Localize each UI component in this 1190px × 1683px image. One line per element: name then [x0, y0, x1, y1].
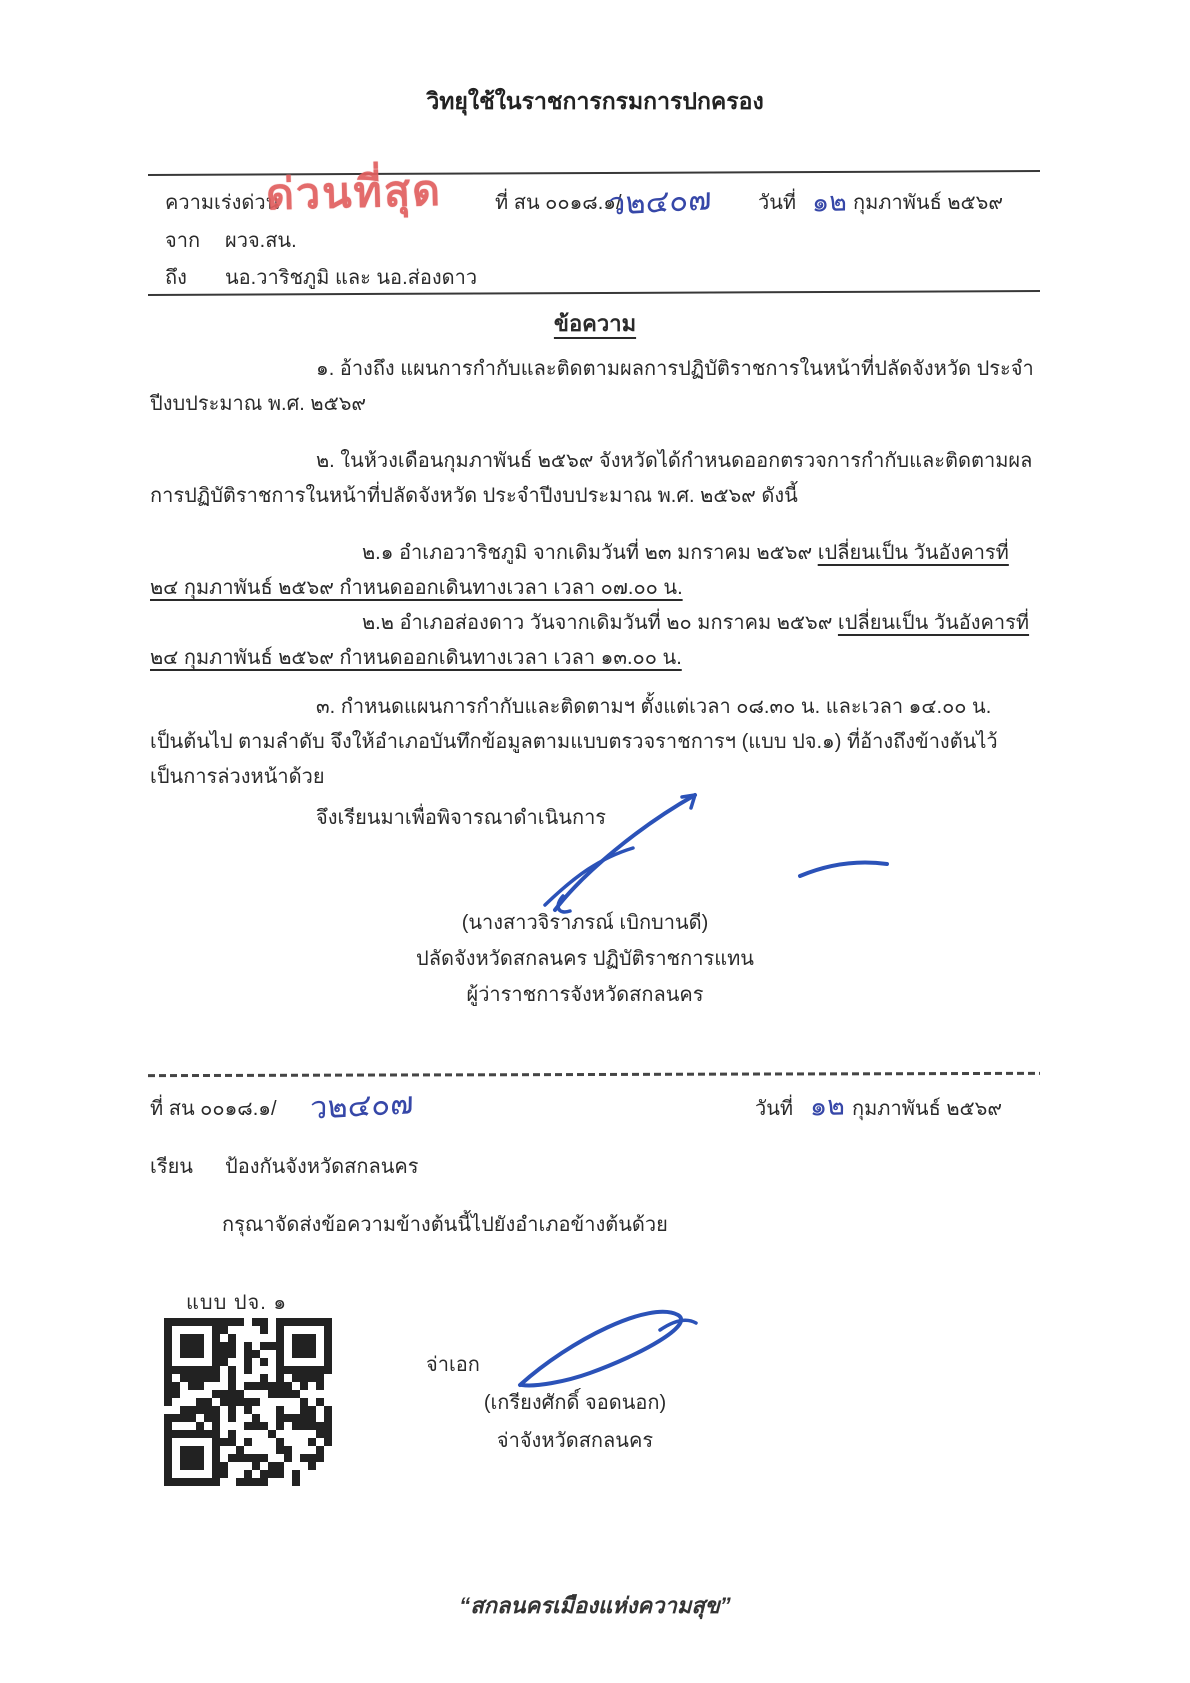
footer-motto: “สกลนครเมืองแห่งความสุข”: [459, 1593, 731, 1618]
qr-code: [164, 1318, 332, 1486]
signer2-name: (เกรียงศักดิ์ จอดนอก): [483, 1392, 667, 1414]
message-body: [150, 352, 1042, 858]
to-value: นอ.วาริชภูมิ และ นอ.ส่องดาว: [225, 267, 478, 289]
forward-to-value: ป้องกันจังหวัดสกลนคร: [225, 1156, 419, 1178]
from-label: จาก: [165, 230, 201, 252]
header-row-to: [150, 261, 1042, 311]
signer2-title: จ่าจังหวัดสกลนคร: [496, 1430, 654, 1452]
date-month-year: กุมภาพันธ์ ๒๕๖๙: [853, 192, 1003, 214]
forward-body: กรุณาจัดส่งข้อความข้างต้นนี้ไปยังอำเภอข้างต้นด้วย: [222, 1214, 668, 1236]
signature-ink-signer2: [500, 1285, 700, 1395]
message-item-2-2: [150, 606, 1042, 676]
attachment-form-label: แบบ ปจ. ๑: [186, 1292, 288, 1314]
message-closing: จึงเรียนมาเพื่อพิจารณาดำเนินการ: [316, 807, 607, 829]
ref-number-handwritten: ว๒๔๐๗: [607, 181, 712, 222]
forward-date-day-handwritten: ๑๒: [809, 1090, 846, 1122]
forward-ref-handwritten: ว๒๔๐๗: [309, 1085, 414, 1126]
item-2-1-text: ๒.๑ อำเภอวาริชภูมิ จากเดิมวันที่ ๒๓ มกราคม ๒๕๖๙: [362, 542, 818, 564]
item-2-2-text: ๒.๒ อำเภอส่องดาว วันจากเดิมวันที่ ๒๐ มกราคม ๒๕๖๙: [362, 612, 838, 634]
date-label: วันที่: [758, 192, 797, 214]
document-title: วิทยุใช้ในราชการกรมการปกครอง: [426, 88, 764, 114]
signer2-rank: จ่าเอก: [426, 1354, 480, 1376]
forward-date-label: วันที่: [755, 1098, 794, 1120]
urgency-label: ความเร่งด่วน: [165, 192, 280, 214]
date-day-handwritten: ๑๒: [811, 186, 848, 218]
message-paragraph-1: ๑. อ้างถึง แผนการกำกับและติดตามผลการปฏิบัติราชการในหน้าที่ปลัดจังหวัด ประจำปีงบประมาณ พ.ศ. ๒๕๖๙: [150, 358, 1034, 415]
forward-ref-label: ที่ สน ๐๐๑๘.๑/: [150, 1098, 277, 1120]
signer1-name: (นางสาวจิราภรณ์ เบิกบานดี): [461, 912, 709, 934]
forward-date-month-year: กุมภาพันธ์ ๒๕๖๙: [852, 1098, 1002, 1120]
section-dashed-divider: [148, 1072, 1040, 1077]
signer1-title-line1: ปลัดจังหวัดสกลนคร ปฏิบัติราชการแทน: [416, 948, 754, 970]
message-paragraph-3: ๓. กำหนดแผนการกำกับและติดตามฯ ตั้งแต่เวลา ๐๘.๓๐ น. และเวลา ๑๔.๐๐ น. เป็นต้นไป ตามลำดับ จึงให้อำเภอบันทึกข้อมูลตามแบบตรวจราชการฯ (แบบ ปจ.๑) ที่อ้างถึงข้างต้นไว้เป็นการล่วงหน้าด้วย: [150, 696, 998, 788]
item-2-2-underlined: เปลี่ยนเป็น วันอังคารที่ ๒๔ กุมภาพันธ์ ๒๕๖๙ กำหนดออกเดินทางเวลา เวลา ๑๓.๐๐ น.: [150, 612, 1030, 669]
forward-row-ref-date: [150, 1086, 1042, 1142]
forward-to-label: เรียน: [150, 1156, 193, 1178]
item-2-1-underlined: เปลี่ยนเป็น วันอังคารที่ ๒๔ กุมภาพันธ์ ๒๕๖๙ กำหนดออกเดินทางเวลา เวลา ๐๗.๐๐ น.: [150, 542, 1009, 599]
signer1-title-line2: ผู้ว่าราชการจังหวัดสกลนคร: [466, 984, 704, 1006]
to-label: ถึง: [165, 267, 187, 289]
message-item-2-1: [150, 536, 1042, 606]
urgent-stamp: ด่วนที่สุด: [265, 166, 443, 220]
from-value: ผวจ.สน.: [225, 230, 297, 252]
message-heading: ข้อความ: [553, 311, 637, 336]
message-paragraph-2: ๒. ในห้วงเดือนกุมภาพันธ์ ๒๕๖๙ จังหวัดได้กำหนดออกตรวจการกำกับและติดตามผลการปฏิบัติราชการในหน้าที่ปลัดจังหวัด ประจำปีงบประมาณ พ.ศ. ๒๕๖๙ ดังนี้: [150, 450, 1033, 507]
ref-number-label: ที่ สน ๐๐๑๘.๑/: [495, 192, 622, 214]
